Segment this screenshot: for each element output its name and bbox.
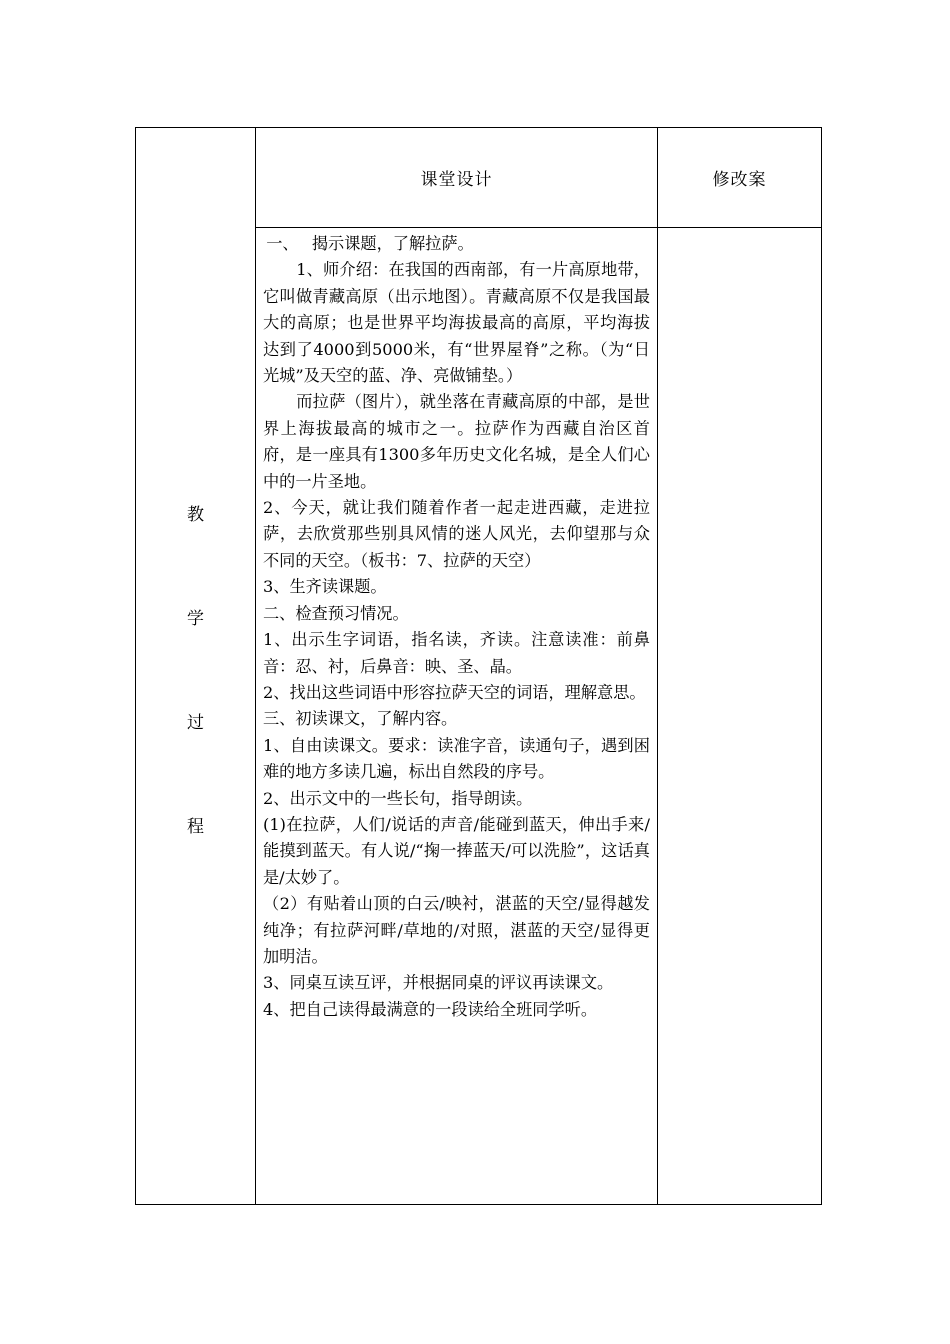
content-paragraph: 三、初读课文，了解内容。 <box>263 709 458 729</box>
content-paragraph: 3、生齐读课题。 <box>263 577 387 597</box>
side-label-char: 学 <box>187 609 204 629</box>
content-paragraph: 3、同桌互读互评，并根据同桌的评议再读课文。 <box>263 973 614 993</box>
table-header-row <box>136 128 822 228</box>
content-paragraph: 1、出示生字词语，指名读，齐读。注意读准：前鼻音：忍、衬，后鼻音：映、圣、晶。 <box>263 630 650 676</box>
teaching-process-label <box>136 413 255 919</box>
content-paragraph: （2）有贴着山顶的白云/映衬，湛蓝的天空/显得越发纯净；有拉萨河畔/草地的/对照，湛蓝的天空/显得更加明洁。 <box>263 894 650 966</box>
content-paragraph: 1、自由读课文。要求：读准字音，读通句子，遇到困难的地方多读几遍，标出自然段的序号。 <box>263 735 650 782</box>
side-label-char: 程 <box>187 817 204 837</box>
teaching-process-label-cell <box>136 128 256 1205</box>
header-revision: 修改案 <box>658 128 822 228</box>
content-paragraph: 二、检查预习情况。 <box>263 603 409 623</box>
side-label-char: 教 <box>187 505 204 525</box>
content-paragraph: (1)在拉萨，人们/说话的声音/能碰到蓝天，伸出手来/能摸到蓝天。有人说/“掬一捧蓝天/可以洗脸”，这话真是/太妙了。 <box>263 814 650 887</box>
content-paragraph: 而拉萨（图片），就坐落在青藏高原的中部，是世界上海拔最高的城市之一。拉萨作为西藏自治区首府，是一座具有1300多年历史文化名城，是全人们心中的一片圣地。 <box>263 392 650 491</box>
content-paragraph: 2、今天，就让我们随着作者一起走进西藏，走进拉萨，去欣赏那些别具风情的迷人风光，去仰望那与众不同的天空。（板书：7、拉萨的天空） <box>263 498 650 570</box>
content-paragraph: 4、把自己读得最满意的一段读给全班同学听。 <box>263 999 598 1019</box>
content-paragraph: 一、 揭示课题，了解拉萨。 <box>266 234 474 253</box>
content-paragraph: 2、找出这些词语中形容拉萨天空的词语，理解意思。 <box>263 682 646 702</box>
content-paragraph: 1、师介绍：在我国的西南部，有一片高原地带，它叫做青藏高原（出示地图）。青藏高原不仅是我国最大的高原；也是世界平均海拔最高的高原，平均海拔达到了4000到5000米，有“世界屋脊”之称。（为“日光城”及天空的蓝、净、亮做铺垫。） <box>263 260 650 386</box>
content-paragraph: 2、出示文中的一些长句，指导朗读。 <box>263 788 533 808</box>
revision-content <box>658 228 822 1205</box>
lesson-plan-table <box>135 127 822 1205</box>
classroom-design-content <box>256 228 658 1205</box>
header-classroom-design: 课堂设计 <box>256 128 658 228</box>
side-label-char: 过 <box>187 713 204 733</box>
paragraph-list <box>263 231 650 1023</box>
